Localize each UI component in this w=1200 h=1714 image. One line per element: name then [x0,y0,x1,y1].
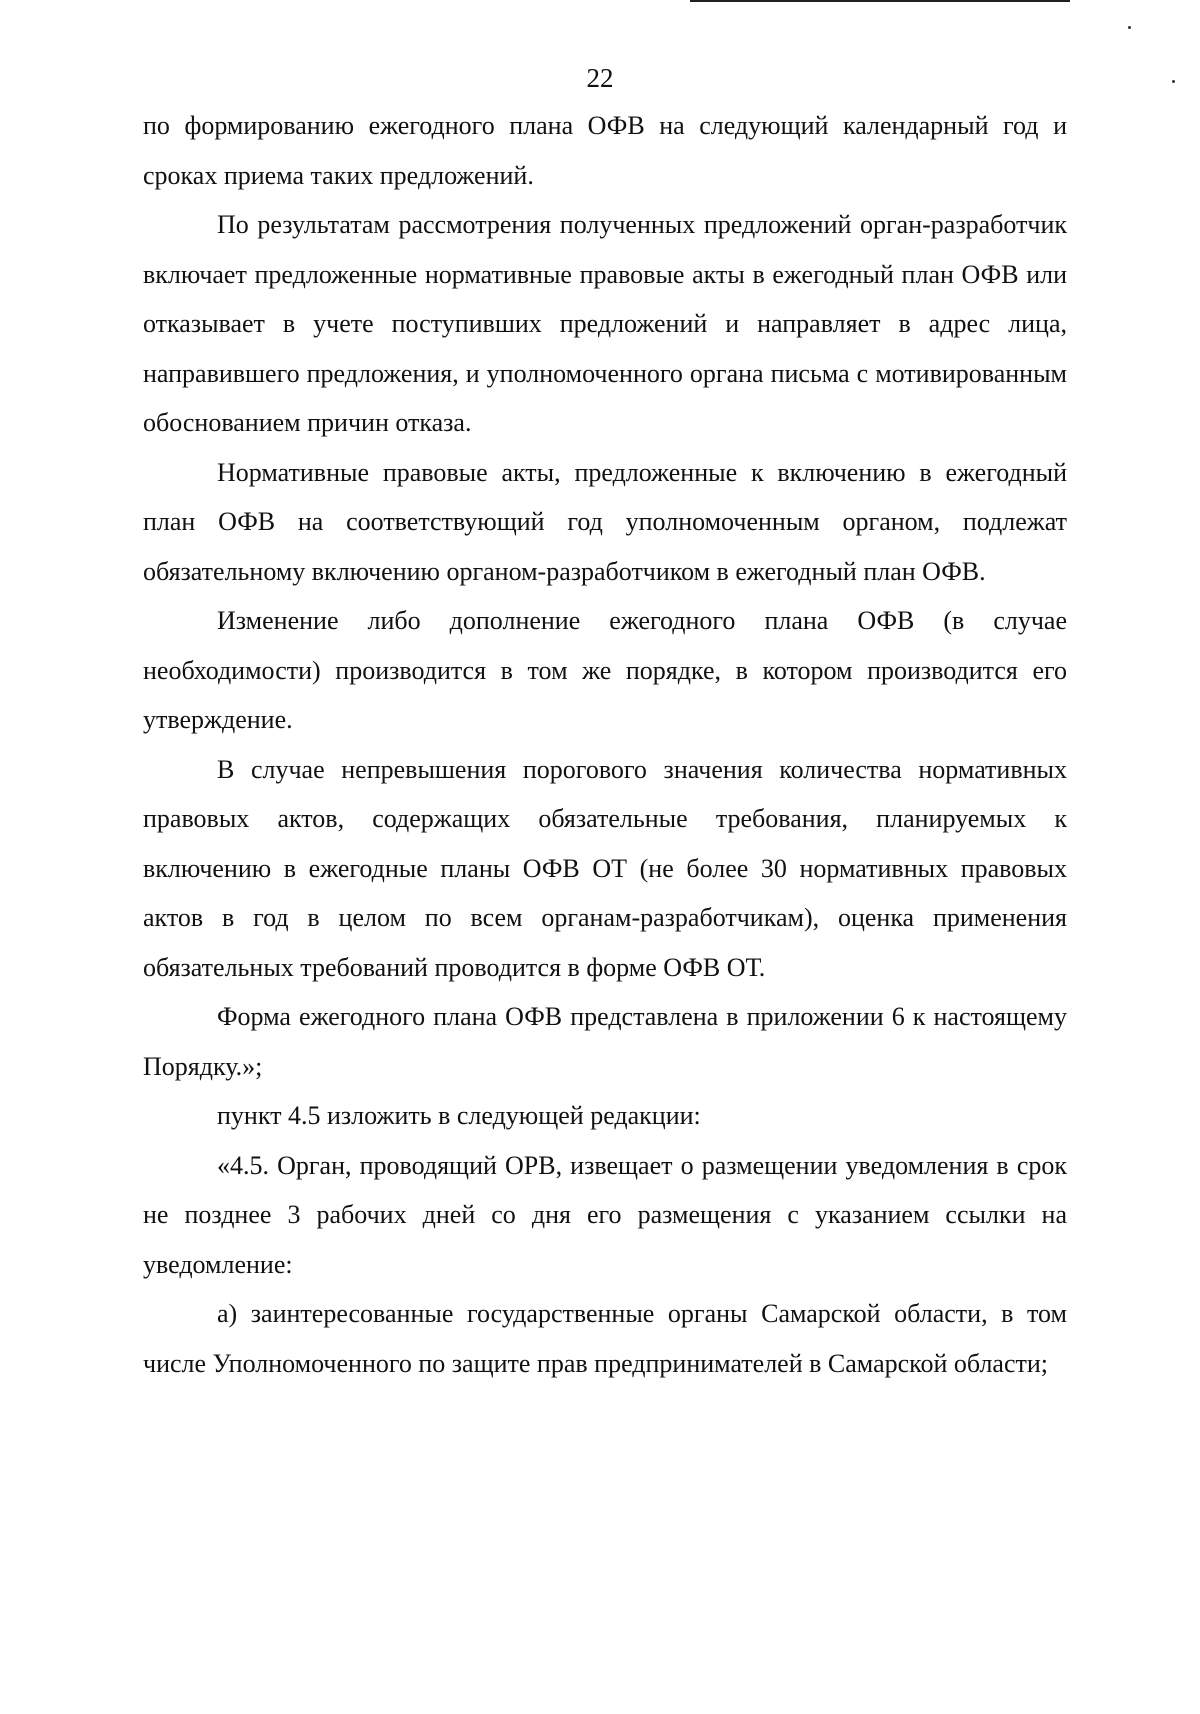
scan-speck [1128,26,1131,29]
paragraph: По результатам рассмотрения полученных предложений орган-разработчик включает предложенные нормативные правовые акты в ежегодный план ОФВ или отказывает в учете поступивших предложений и направляет в адрес лица, направившего предложения, и уполномоченного органа письма с мотивированным обоснованием причин отказа. [143,210,1067,437]
page-number: 22 [586,63,614,93]
document-body [143,101,1067,1388]
paragraph: а) заинтересованные государственные органы Самарской области, в том числе Уполномоченного по защите прав предпринимателей в Самарской области; [143,1299,1067,1378]
paragraph: Форма ежегодного плана ОФВ представлена в приложении 6 к настоящему Порядку.»; [143,1002,1067,1081]
paragraph: «4.5. Орган, проводящий ОРВ, извещает о размещении уведомления в срок не позднее 3 рабочих дней со дня его размещения с указанием ссылки на уведомление: [143,1150,1067,1279]
scan-top-border-line [690,0,1070,2]
paragraph: Нормативные правовые акты, предложенные к включению в ежегодный план ОФВ на соответствующий год уполномоченным органом, подлежат обязательному включению органом-разработчиком в ежегодный план ОФВ. [143,457,1067,586]
paragraph: по формированию ежегодного плана ОФВ на следующий календарный год и сроках приема таких предложений. [143,111,1067,190]
paragraph: пункт 4.5 изложить в следующей редакции: [217,1101,701,1130]
paragraph: В случае непревышения порогового значения количества нормативных правовых актов, содержащих обязательные требования, планируемых к включению в ежегодные планы ОФВ ОТ (не более 30 нормативных правовых актов в год в целом по всем органам-разработчикам), оценка применения обязательных требований проводится в форме ОФВ ОТ. [143,754,1067,982]
paragraph: Изменение либо дополнение ежегодного плана ОФВ (в случае необходимости) производится в том же порядке, в котором производится его утверждение. [143,606,1067,734]
